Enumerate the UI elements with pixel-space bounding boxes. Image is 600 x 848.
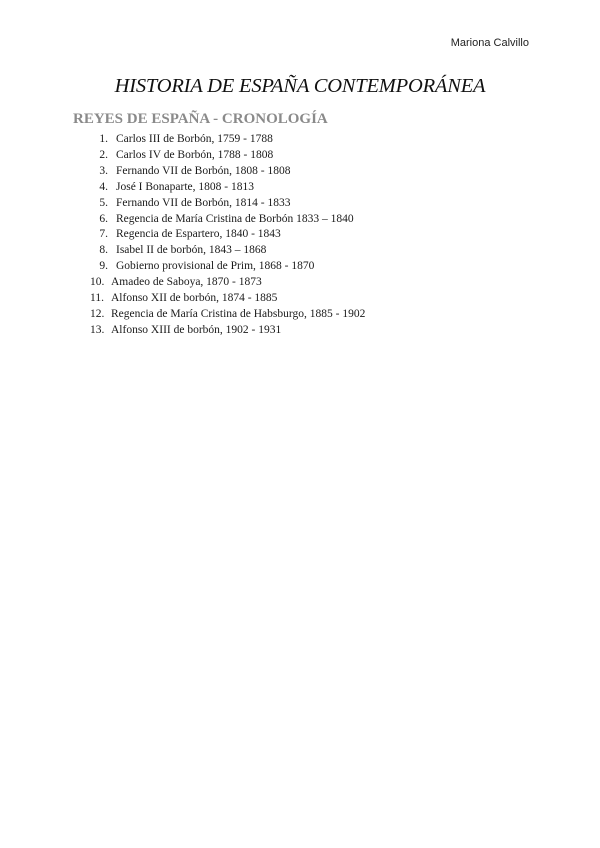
list-item-text: Isabel II de borbón, 1843 – 1868 <box>116 244 267 257</box>
section-heading: REYES DE ESPAÑA - CRONOLOGÍA <box>73 111 328 127</box>
list-item <box>72 243 365 259</box>
list-item-number: 3. <box>99 164 108 177</box>
list-item <box>72 307 365 323</box>
list-item <box>72 180 365 196</box>
list-item <box>72 196 365 212</box>
list-item-text: José I Bonaparte, 1808 - 1813 <box>116 180 254 193</box>
list-item <box>72 291 365 307</box>
list-item-number: 9. <box>99 260 108 273</box>
list-item <box>72 275 365 291</box>
list-item-text: Amadeo de Saboya, 1870 - 1873 <box>111 276 262 289</box>
author-name: Mariona Calvillo <box>450 37 529 49</box>
list-item-number: 13. <box>90 323 105 336</box>
list-item-text: Fernando VII de Borbón, 1814 - 1833 <box>116 196 291 209</box>
reign-chronology-list <box>72 132 365 339</box>
list-item-number: 2. <box>99 148 108 161</box>
list-item-number: 4. <box>99 180 108 193</box>
list-item-text: Fernando VII de Borbón, 1808 - 1808 <box>116 164 291 177</box>
list-item-number: 7. <box>99 228 108 241</box>
list-item-text: Regencia de María Cristina de Habsburgo, 1885 - 1902 <box>111 307 366 320</box>
document-title: HISTORIA DE ESPAÑA CONTEMPORÁNEA <box>114 75 486 97</box>
list-item <box>72 212 365 228</box>
list-item <box>72 132 365 148</box>
list-item-text: Carlos III de Borbón, 1759 - 1788 <box>116 133 273 145</box>
list-item-number: 10. <box>90 276 105 289</box>
list-item-text: Carlos IV de Borbón, 1788 - 1808 <box>116 148 274 161</box>
list-item-text: Regencia de Espartero, 1840 - 1843 <box>116 228 281 241</box>
list-item <box>72 259 365 275</box>
list-item <box>72 227 365 243</box>
list-item-text: Alfonso XIII de borbón, 1902 - 1931 <box>111 323 282 336</box>
list-item-number: 1. <box>99 133 108 145</box>
list-item-number: 6. <box>99 212 108 225</box>
list-item-text: Alfonso XII de borbón, 1874 - 1885 <box>111 292 278 305</box>
list-item-text: Gobierno provisional de Prim, 1868 - 1870 <box>116 260 315 273</box>
list-item <box>72 323 365 339</box>
list-item-number: 8. <box>99 244 108 257</box>
list-item <box>72 164 365 180</box>
list-item-number: 11. <box>90 292 104 305</box>
list-item-number: 12. <box>90 307 105 320</box>
list-item-number: 5. <box>99 196 108 209</box>
list-item <box>72 148 365 164</box>
list-item-text: Regencia de María Cristina de Borbón 1833 – 1840 <box>116 212 354 225</box>
